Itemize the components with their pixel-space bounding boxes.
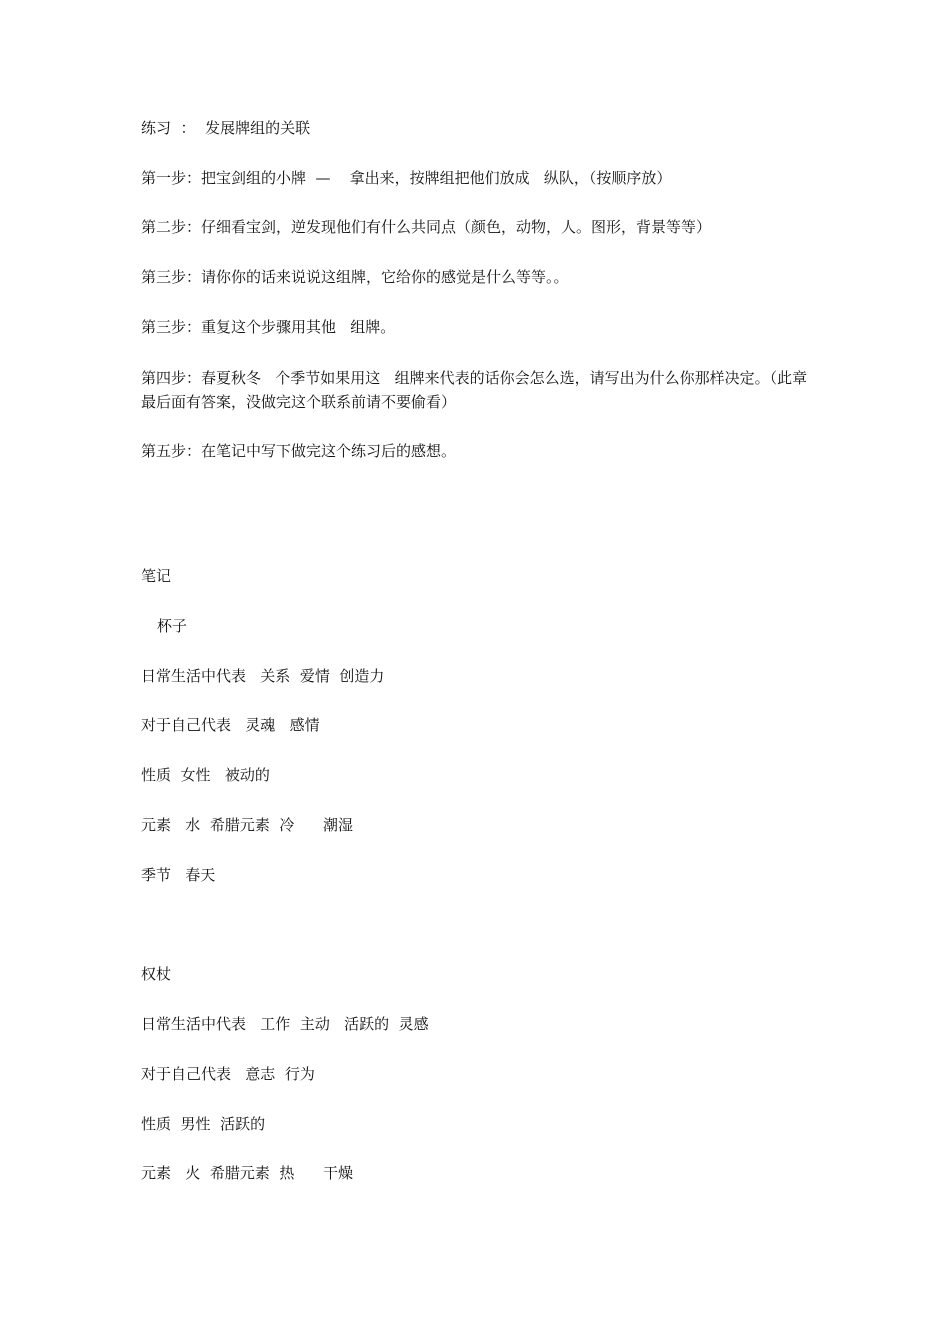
- step-3a: 第三步：请你你的话来说说这组牌，它给你的感觉是什么等等。。: [141, 268, 569, 286]
- cups-element: 元素 水 希腊元素 冷 潮湿: [141, 816, 353, 834]
- cups-nature: 性质 女性 被动的: [141, 766, 270, 784]
- wands-element: 元素 火 希腊元素 热 干燥: [141, 1164, 353, 1182]
- notes-heading: 笔记: [141, 567, 172, 585]
- wands-self: 对于自己代表 意志 行为: [141, 1065, 315, 1083]
- cups-title: 杯子: [157, 617, 188, 635]
- cups-season: 季节 春天: [141, 866, 216, 884]
- wands-nature: 性质 男性 活跃的: [141, 1115, 266, 1133]
- wands-title: 权杖: [141, 965, 172, 983]
- step-5: 第五步：在笔记中写下做完这个练习后的感想。: [141, 442, 457, 460]
- step-3b: 第三步：重复这个步骤用其他 组牌。: [141, 318, 396, 336]
- step-1: 第一步：把宝剑组的小牌 — 拿出来，按牌组把他们放成 纵队，（按顺序放）: [141, 169, 672, 187]
- step-2: 第二步：仔细看宝剑，逆发现他们有什么共同点（颜色，动物，人。图形，背景等等）: [141, 218, 712, 236]
- wands-daily: 日常生活中代表 工作 主动 活跃的 灵感: [141, 1015, 429, 1033]
- exercise-title: 练习 ： 发展牌组的关联: [141, 119, 311, 137]
- step-4: 第四步：春夏秋冬 个季节如果用这 组牌来代表的话你会怎么选，请写出为什么你那样决定。（此章最后面有答案，没做完这个联系前请不要偷看）: [141, 369, 808, 411]
- cups-daily: 日常生活中代表 关系 爱情 创造力: [141, 667, 385, 685]
- cups-self: 对于自己代表 灵魂 感情: [141, 716, 320, 734]
